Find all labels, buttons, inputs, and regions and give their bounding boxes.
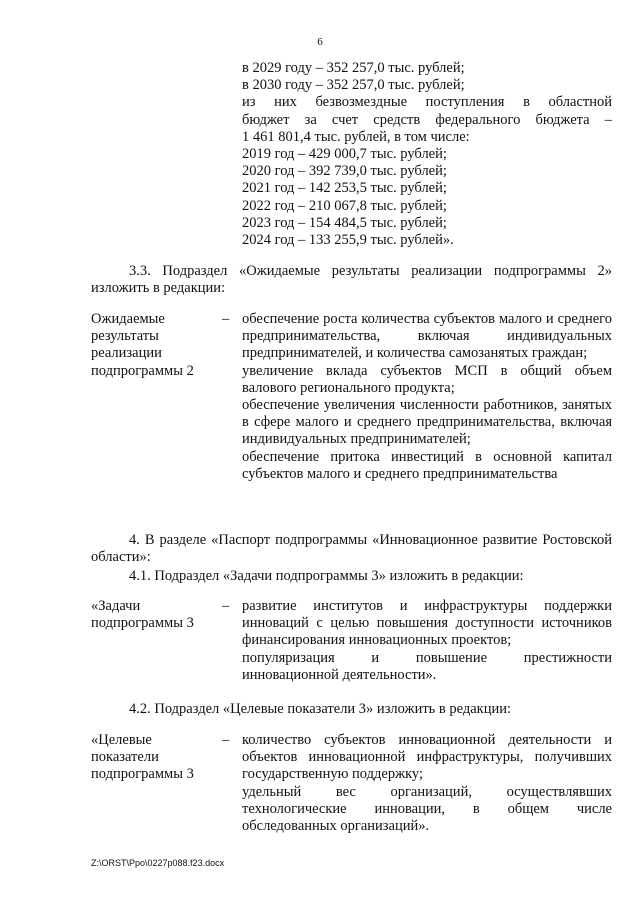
tasks-label [91, 598, 221, 632]
list-item: популяризация и повышение престижности инновационной деятельности». [242, 649, 612, 683]
budget-line: 2021 год – 142 253,5 тыс. рублей; [242, 180, 447, 197]
label-line: подпрограммы 3 [91, 615, 194, 632]
budget-line: в 2030 году – 352 257,0 тыс. рублей; [242, 77, 465, 94]
results-label [91, 311, 221, 380]
label-line: подпрограммы 2 [91, 362, 194, 379]
budget-line: 2020 год – 392 739,0 тыс. рублей; [242, 163, 447, 180]
file-path-footer: Z:\ORST\Ppo\0227p088.f23.docx [91, 858, 225, 868]
label-line: реализации [91, 345, 162, 362]
results-items [242, 311, 612, 483]
budget-line: 2022 год – 210 067,8 тыс. рублей; [242, 197, 447, 214]
tasks-items [242, 598, 612, 684]
list-item: обеспечение роста количества субъектов малого и среднего предпринимательства, включая индивидуальных предпринимателей, и количества самозанятых граждан; [242, 311, 612, 362]
list-item: количество субъектов инновационной деятельности и объектов инновационной инфраструктуры, получивших государственную поддержку; [242, 732, 612, 783]
label-line: показатели [91, 749, 159, 766]
dash: – [222, 311, 230, 327]
budget-line: 2023 год – 154 484,5 тыс. рублей; [242, 214, 447, 231]
label-line: «Целевые [91, 732, 152, 748]
section-3-3-paragraph: 3.3. Подраздел «Ожидаемые результаты реализации подпрограммы 2» изложить в редакции: [91, 263, 612, 297]
list-item: обеспечение увеличения численности работников, занятых в сфере малого и среднего предпринимательства, включая индивидуальных предпринимателей; [242, 397, 612, 448]
page-number: 6 [317, 36, 323, 48]
section-4-2-paragraph: 4.2. Подраздел «Целевые показатели 3» изложить в редакции: [129, 701, 512, 717]
list-item: обеспечение притока инвестиций в основной капитал субъектов малого и среднего предпринимательства [242, 448, 612, 482]
list-item: увеличение вклада субъектов МСП в общий объем валового регионального продукта; [242, 362, 612, 396]
budget-line: в 2029 году – 352 257,0 тыс. рублей; [242, 60, 465, 76]
list-item: развитие институтов и инфраструктуры поддержки инноваций с целью повышения доступности источников финансирования инновационных проектов; [242, 598, 612, 649]
dash: – [222, 598, 230, 614]
section-4-paragraph: 4. В разделе «Паспорт подпрограммы «Инновационное развитие Ростовской области»: [91, 532, 612, 566]
label-line: Ожидаемые [91, 311, 165, 327]
label-line: «Задачи [91, 598, 141, 614]
targets-items [242, 732, 612, 835]
label-line: результаты [91, 328, 159, 345]
budget-line: бюджет за счет средств федерального бюджета – [242, 111, 612, 128]
section-4-1-paragraph: 4.1. Подраздел «Задачи подпрограммы 3» изложить в редакции: [129, 568, 524, 584]
budget-lines [242, 60, 612, 249]
list-item: удельный вес организаций, осуществлявших технологические инновации, в общем числе обследованных организаций». [242, 783, 612, 835]
budget-line: 2024 год – 133 255,9 тыс. рублей». [242, 232, 454, 249]
budget-line: 1 461 801,4 тыс. рублей, в том числе: [242, 128, 470, 145]
budget-line: из них безвозмездные поступления в областной [242, 94, 612, 111]
targets-label [91, 732, 221, 784]
dash: – [222, 732, 230, 748]
budget-line: 2019 год – 429 000,7 тыс. рублей; [242, 146, 447, 163]
label-line: подпрограммы 3 [91, 766, 194, 783]
